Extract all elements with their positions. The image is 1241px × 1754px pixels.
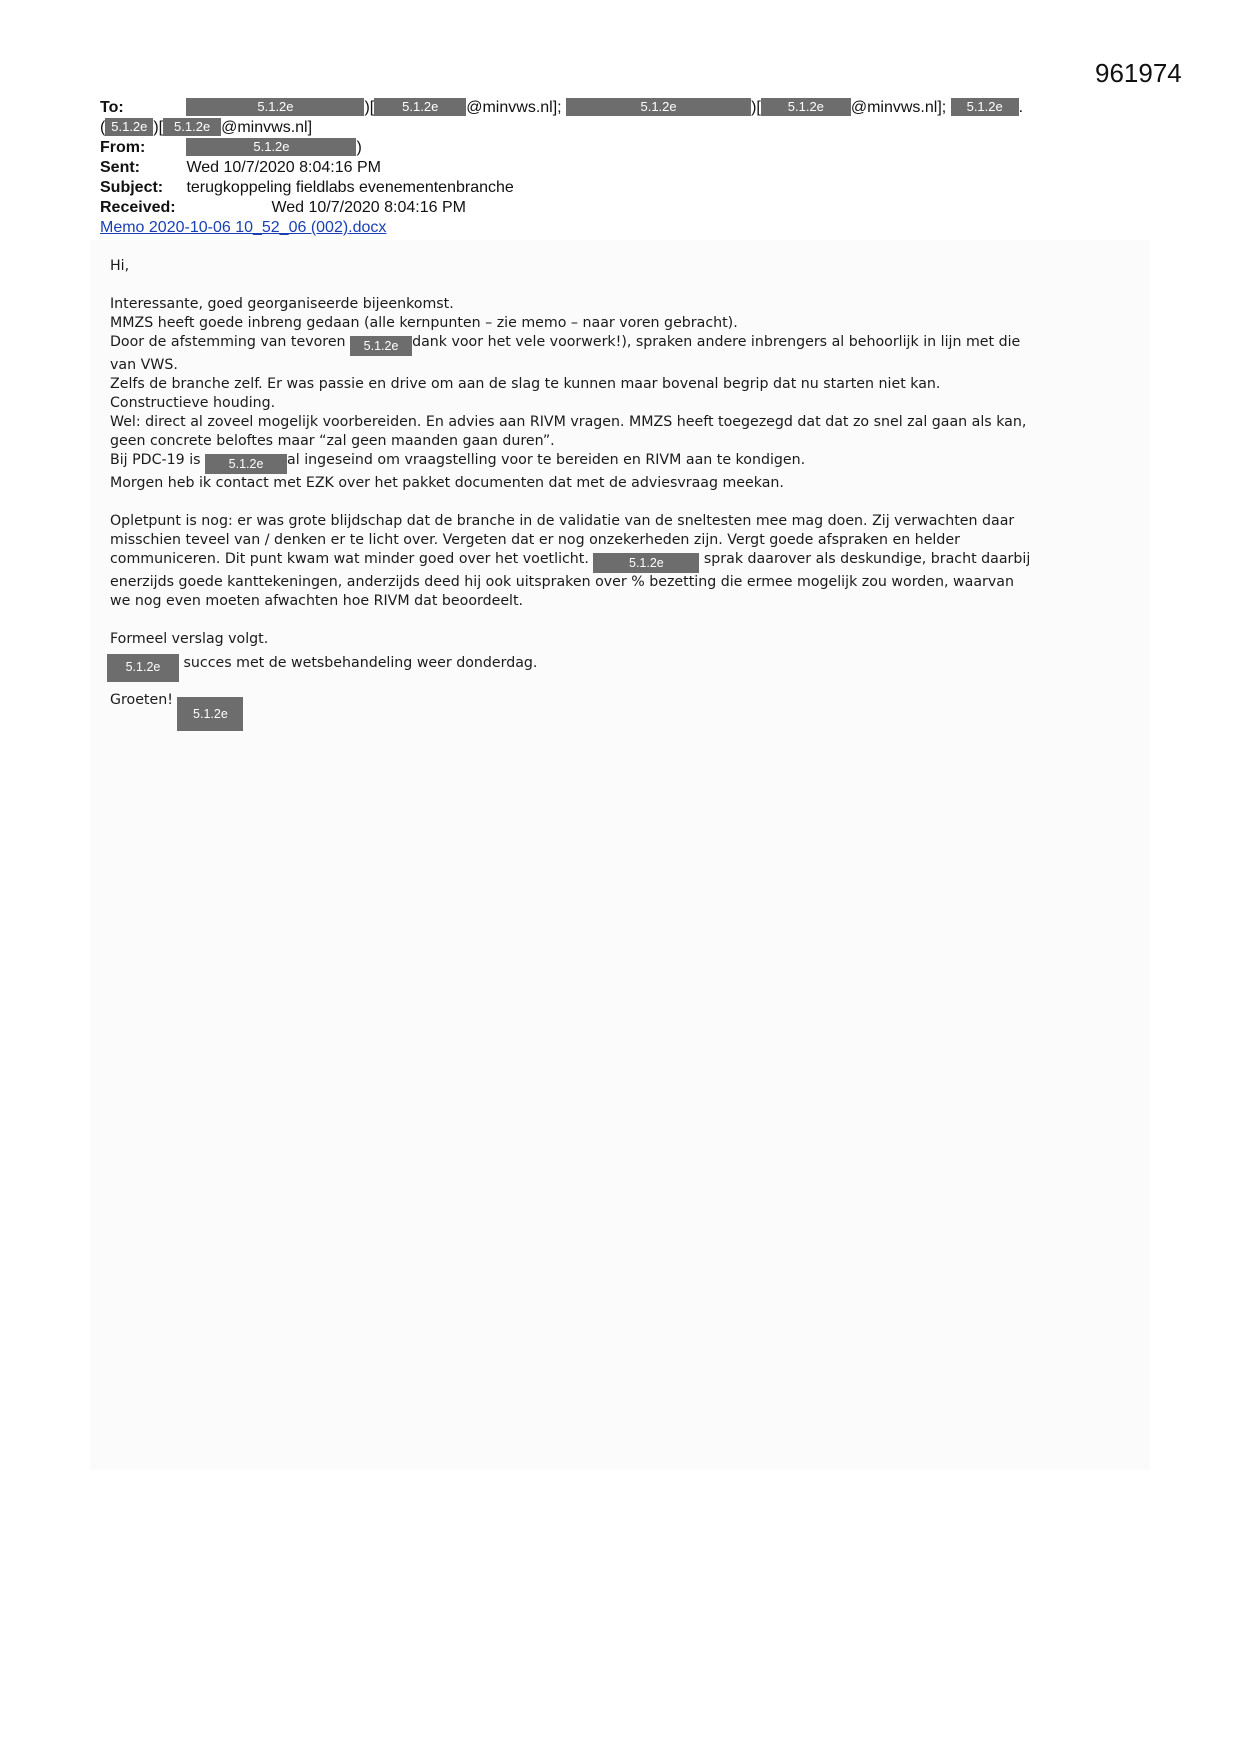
recipient-domain: @minvws.nl] bbox=[221, 119, 313, 136]
redaction-block: 5.1.2e bbox=[374, 98, 466, 116]
message-body bbox=[110, 257, 1140, 649]
body-line: enerzijds goede kanttekeningen, anderzijds deed hij ook uitspraken over % bezetting die ermee mogelijk zou worden, waarvan bbox=[110, 574, 1014, 590]
document-id: 961974 bbox=[1095, 58, 1182, 88]
redaction-block: 5.1.2e bbox=[105, 118, 153, 136]
redaction-block: 5.1.2e bbox=[205, 454, 287, 474]
body-line bbox=[110, 451, 1140, 474]
redaction-block: 5.1.2e bbox=[177, 697, 243, 731]
from-close-paren: ) bbox=[356, 139, 362, 156]
redaction-block: 5.1.2e bbox=[186, 138, 356, 156]
recipient-open-paren: ( bbox=[100, 119, 106, 136]
closing-line bbox=[110, 692, 243, 731]
recipient-separator: )[ bbox=[153, 119, 164, 136]
body-fragment: Door de afstemming van tevoren bbox=[110, 334, 346, 350]
body-line: Constructieve houding. bbox=[110, 395, 276, 411]
recipient-trailing: . bbox=[1018, 99, 1024, 116]
body-line: Zelfs de branche zelf. Er was passie en drive om aan de slag te kunnen maar bovenal begrip dat nu starten niet kan. bbox=[110, 376, 941, 392]
body-fragment: sprak daarover als deskundige, bracht daarbij bbox=[703, 551, 1031, 567]
body-fragment: Bij PDC-19 is bbox=[110, 452, 201, 468]
recipient-separator: )[ bbox=[364, 99, 375, 116]
body-line: Wel: direct al zoveel mogelijk voorbereiden. En advies aan RIVM vragen. MMZS heeft toegezegd dat dat zo snel zal gaan als kan, bbox=[110, 414, 1027, 430]
redaction-block: 5.1.2e bbox=[951, 98, 1019, 116]
body-line: van VWS. bbox=[110, 357, 178, 373]
sent-value: Wed 10/7/2020 8:04:16 PM bbox=[186, 159, 381, 176]
body-fragment: al ingeseind om vraagstelling voor te bereiden en RIVM aan te kondigen. bbox=[287, 452, 806, 468]
body-line: we nog even moeten afwachten hoe RIVM dat beoordeelt. bbox=[110, 593, 524, 609]
redaction-block: 5.1.2e bbox=[761, 98, 851, 116]
body-line: misschien teveel van / denken er te licht over. Vergeten dat er nog onzekerheden zijn. Vergt goede afspraken en helder bbox=[110, 532, 960, 548]
wishes-line bbox=[107, 654, 537, 682]
to-label: To: bbox=[100, 99, 124, 116]
from-line bbox=[100, 138, 1100, 158]
redaction-block: 5.1.2e bbox=[350, 336, 412, 356]
body-fragment: dank voor het vele voorwerk!), spraken andere inbrengers al behoorlijk in lijn met die bbox=[412, 334, 1021, 350]
attachment-link[interactable]: Memo 2020-10-06 10_52_06 (002).docx bbox=[100, 219, 387, 236]
received-value: Wed 10/7/2020 8:04:16 PM bbox=[271, 199, 466, 216]
redaction-block: 5.1.2e bbox=[593, 553, 699, 573]
wishes-text: succes met de wetsbehandeling weer donderdag. bbox=[183, 655, 538, 671]
body-line: MMZS heeft goede inbreng gedaan (alle kernpunten – zie memo – naar voren gebracht). bbox=[110, 315, 738, 331]
body-line bbox=[110, 333, 1140, 356]
received-label: Received: bbox=[100, 199, 176, 216]
closing-text: Groeten! bbox=[110, 692, 173, 708]
recipient-separator: )[ bbox=[751, 99, 761, 116]
redaction-block: 5.1.2e bbox=[107, 654, 179, 682]
body-line: Morgen heb ik contact met EZK over het pakket documenten dat met de adviesvraag meekan. bbox=[110, 475, 784, 491]
body-line: geen concrete beloftes maar “zal geen maanden gaan duren”. bbox=[110, 433, 555, 449]
body-line: Interessante, goed georganiseerde bijeenkomst. bbox=[110, 296, 454, 312]
recipient-domain: @minvws.nl]; bbox=[466, 99, 562, 116]
recipient-domain: @minvws.nl]; bbox=[850, 99, 947, 116]
received-line bbox=[100, 198, 1100, 218]
redaction-block: 5.1.2e bbox=[186, 98, 364, 116]
subject-line bbox=[100, 178, 1100, 198]
body-fragment: communiceren. Dit punt kwam wat minder goed over het voetlicht. bbox=[110, 551, 589, 567]
body-line: Formeel verslag volgt. bbox=[110, 631, 269, 647]
redaction-block: 5.1.2e bbox=[566, 98, 751, 116]
sent-label: Sent: bbox=[100, 159, 140, 176]
email-header bbox=[100, 98, 1100, 238]
to-line-2 bbox=[100, 118, 1100, 138]
attachment-line bbox=[100, 218, 1100, 238]
redaction-block: 5.1.2e bbox=[163, 118, 221, 136]
body-line bbox=[110, 550, 1140, 573]
subject-value: terugkoppeling fieldlabs evenementenbranche bbox=[186, 179, 514, 196]
from-label: From: bbox=[100, 139, 146, 156]
subject-label: Subject: bbox=[100, 179, 164, 196]
to-line-1 bbox=[100, 98, 1100, 118]
greeting: Hi, bbox=[110, 258, 130, 274]
sent-line bbox=[100, 158, 1100, 178]
body-line: Opletpunt is nog: er was grote blijdschap dat de branche in de validatie van de sneltesten mee mag doen. Zij verwachten daar bbox=[110, 513, 1015, 529]
